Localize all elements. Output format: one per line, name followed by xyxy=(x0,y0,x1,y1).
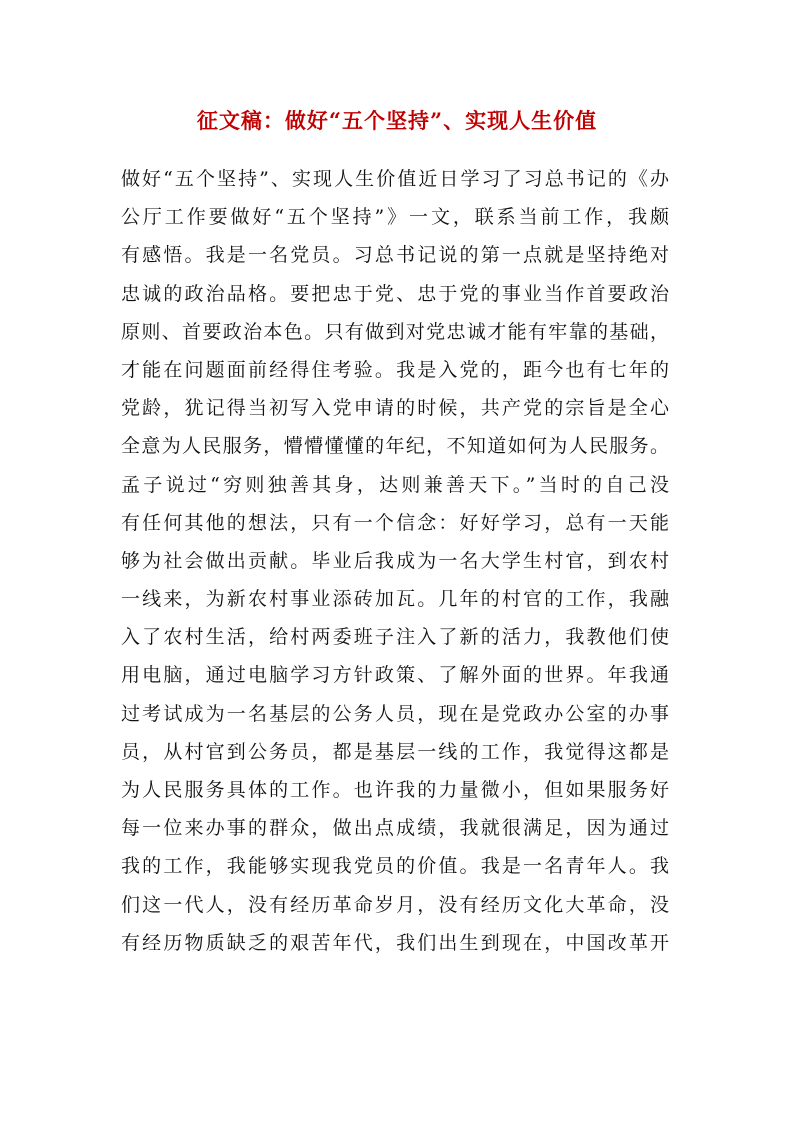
body-line: 过考试成为一名基层的公务人员，现在是党政办公室的办事 xyxy=(121,702,669,725)
body-line: 有感悟。我是一名党员。习总书记说的第一点就是坚持绝对 xyxy=(121,244,669,267)
body-line: 有任何其他的想法，只有一个信念：好好学习，总有一天能 xyxy=(121,511,669,534)
body-line: 有经历物质缺乏的艰苦年代，我们出生到现在，中国改革开 xyxy=(121,931,669,954)
body-line: 员，从村官到公务员，都是基层一线的工作，我觉得这都是 xyxy=(121,740,669,763)
body-line: 用电脑，通过电脑学习方针政策、了解外面的世界。年我通 xyxy=(121,664,669,687)
body-line: 够为社会做出贡献。毕业后我成为一名大学生村官，到农村 xyxy=(121,549,669,572)
body-line: 一线来，为新农村事业添砖加瓦。几年的村官的工作，我融 xyxy=(121,588,669,611)
body-line: 做好“五个坚持”、实现人生价值近日学习了习总书记的《办 xyxy=(121,168,669,190)
document-body xyxy=(121,160,669,962)
document-title: 征文稿：做好“五个坚持”、实现人生价值 xyxy=(196,108,598,133)
body-line: 才能在问题面前经得住考验。我是入党的，距今也有七年的 xyxy=(121,358,669,381)
body-line: 为人民服务具体的工作。也许我的力量微小，但如果服务好 xyxy=(121,779,669,801)
body-line: 原则、首要政治本色。只有做到对党忠诚才能有牢靠的基础， xyxy=(121,320,669,343)
body-line: 们这一代人，没有经历革命岁月，没有经历文化大革命，没 xyxy=(121,893,669,916)
body-line: 全意为人民服务，懵懵懂懂的年纪，不知道如何为人民服务。 xyxy=(121,435,669,458)
body-line: 党龄，犹记得当初写入党申请的时候，共产党的宗旨是全心 xyxy=(121,397,669,420)
body-line: 入了农村生活，给村两委班子注入了新的活力，我教他们使 xyxy=(121,626,669,649)
body-line: 孟子说过“穷则独善其身，达则兼善天下。”当时的自己没 xyxy=(121,473,669,496)
body-line: 忠诚的政治品格。要把忠于党、忠于党的事业当作首要政治 xyxy=(121,282,669,305)
body-line: 每一位来办事的群众，做出点成绩，我就很满足，因为通过 xyxy=(121,817,669,840)
body-line: 公厅工作要做好“五个坚持”》一文，联系当前工作，我颇 xyxy=(121,206,669,229)
body-line: 我的工作，我能够实现我党员的价值。我是一名青年人。我 xyxy=(121,855,669,878)
